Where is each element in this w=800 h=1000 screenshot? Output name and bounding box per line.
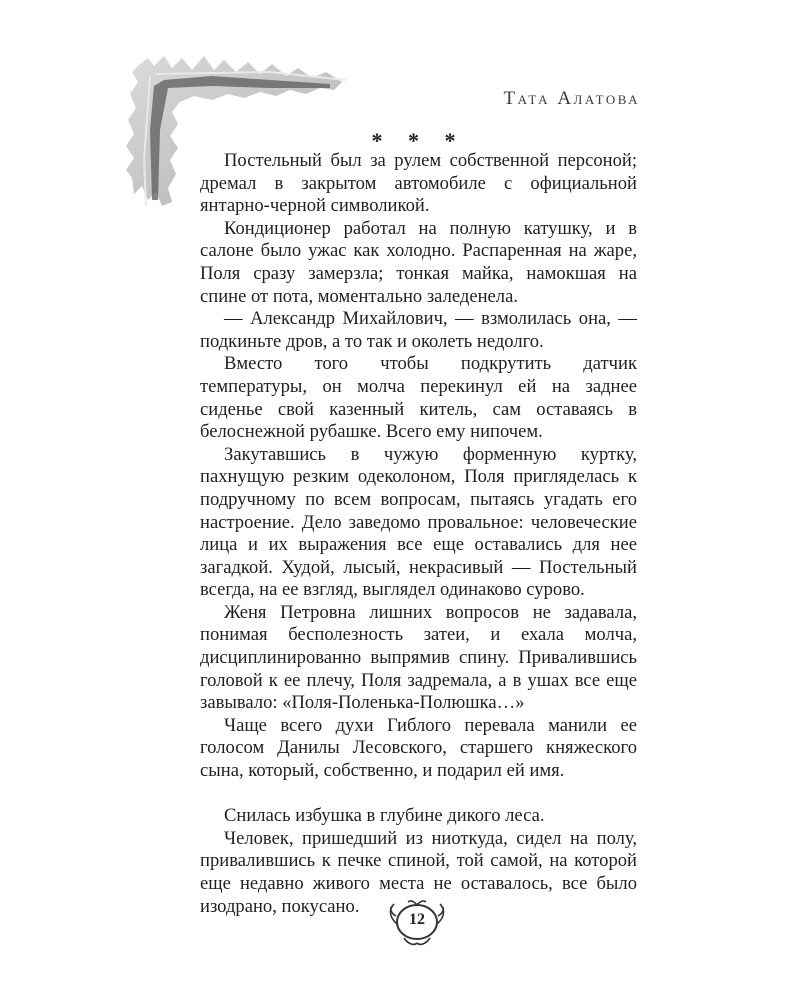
paragraph: Постельный был за рулем собственной персоной; дремал в закрытом автомобиле с официальной янтарно-черной символикой. — [200, 150, 637, 217]
paragraph: Закутавшись в чужую форменную куртку, пахнущую резким одеколоном, Поля пригляделась к подручному по всем вопросам, пытаясь угадать его настроение. Дело заведомо провальное: человеческие лица и их выражения все еще оставались для нее загадкой. Худой, лысый, некрасивый — Постельный всегда, на ее взгляд, выглядел одинаково сурово. — [200, 443, 637, 601]
blank-line — [200, 783, 637, 806]
paragraph: Чаще всего духи Гиблого перевала манили ее голосом Данилы Лесовского, старшего княжеского сына, который, собственно, и подарил ей имя. — [200, 714, 637, 782]
running-header-author: Тата Алатова — [503, 88, 640, 109]
paragraph: Кондиционер работал на полную катушку, и в салоне было ужас как холодно. Распаренная на жаре, Поля сразу замерзла; тонкая майка, намокшая на спине от пота, моментально заледенела. — [200, 217, 637, 307]
paragraph: Человек, пришедший из ниоткуда, сидел на полу, привалившись к печке спиной, той самой, на которой еще недавно живого места не оставалось, все было изодрано, покусано. — [200, 827, 637, 917]
paragraph: — Александр Михайлович, — взмолилась она, — подкиньте дров, а то так и околеть недолго. — [200, 308, 637, 352]
page-number-wreath — [382, 898, 452, 948]
paragraph: Женя Петровна лишних вопросов не задавала, понимая бесполезность затеи, и ехала молча, дисциплинированно выпрямив спину. Привалившись головой к ее плечу, Поля задремала, а в ушах все еще завывало: «Поля-Поленька-Полюшка…» — [200, 601, 637, 714]
page-number: 12 — [409, 911, 425, 928]
paragraph: Снилась избушка в глубине дикого леса. — [224, 805, 545, 827]
section-separator: * * * — [371, 128, 466, 153]
paragraph: Вместо того чтобы подкрутить датчик температуры, он молча перекинул ей на заднее сиденье свой казенный китель, сам оставаясь в белоснежной рубашке. Всего ему нипочем. — [200, 353, 637, 443]
body-text — [200, 150, 637, 918]
